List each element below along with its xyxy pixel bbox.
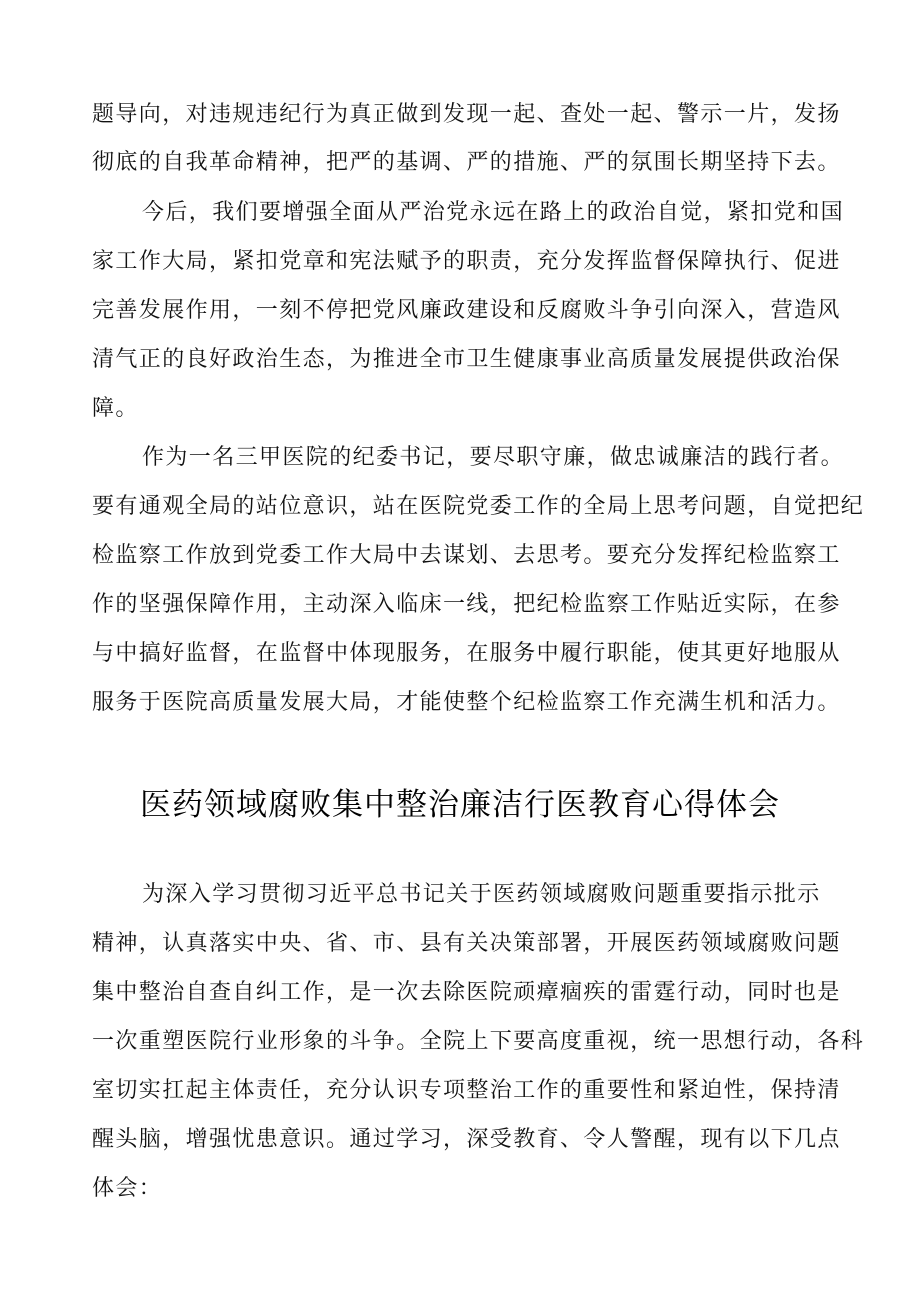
paragraph-line: 集中整治自查自纠工作，是一次去除医院顽瘴痼疾的雷霆行动，同时也是 [92, 980, 841, 1005]
paragraph-line: 作为一名三甲医院的纪委书记，要尽职守廉，做忠诚廉洁的践行者。 [142, 445, 845, 470]
paragraph-line: 清气正的良好政治生态，为推进全市卫生健康事业高质量发展提供政治保 [92, 347, 841, 372]
paragraph-line: 室切实扛起主体责任，充分认识专项整治工作的重要性和紧迫性，保持清 [92, 1078, 841, 1103]
paragraph-line: 彻底的自我革命精神，把严的基调、严的措施、严的氛围长期坚持下去。 [92, 150, 841, 175]
paragraph-line: 体会： [92, 1176, 163, 1201]
document-title: 医药领域腐败集中整治廉洁行医教育心得体会 [140, 787, 780, 823]
paragraph-line: 家工作大局，紧扣党章和宪法赋予的职责，充分发挥监督保障执行、促进 [92, 249, 841, 274]
paragraph-line: 题导向，对违规违纪行为真正做到发现一起、查处一起、警示一片，发扬 [92, 102, 841, 127]
paragraph-line: 服务于医院高质量发展大局，才能使整个纪检监察工作充满生机和活力。 [92, 690, 841, 715]
paragraph-line: 作的坚强保障作用，主动深入临床一线，把纪检监察工作贴近实际，在参 [92, 592, 841, 617]
paragraph-line: 醒头脑，增强忧患意识。通过学习，深受教育、令人警醒，现有以下几点 [92, 1127, 841, 1152]
paragraph-line: 障。 [92, 396, 139, 421]
paragraph-line: 一次重塑医院行业形象的斗争。全院上下要高度重视，统一思想行动，各科 [92, 1029, 865, 1054]
paragraph-line: 完善发展作用，一刻不停把党风廉政建设和反腐败斗争引向深入，营造风 [92, 298, 841, 323]
paragraph-line: 要有通观全局的站位意识，站在医院党委工作的全局上思考问题，自觉把纪 [92, 494, 865, 519]
paragraph-line: 为深入学习贯彻习近平总书记关于医药领域腐败问题重要指示批示 [142, 882, 821, 907]
paragraph-line: 与中搞好监督，在监督中体现服务，在服务中履行职能，使其更好地服从 [92, 641, 841, 666]
paragraph-line: 检监察工作放到党委工作大局中去谋划、去思考。要充分发挥纪检监察工 [92, 543, 841, 568]
paragraph-line: 今后，我们要增强全面从严治党永远在路上的政治自觉，紧扣党和国 [142, 200, 845, 225]
paragraph-line: 精神，认真落实中央、省、市、县有关决策部署，开展医药领域腐败问题 [92, 931, 841, 956]
